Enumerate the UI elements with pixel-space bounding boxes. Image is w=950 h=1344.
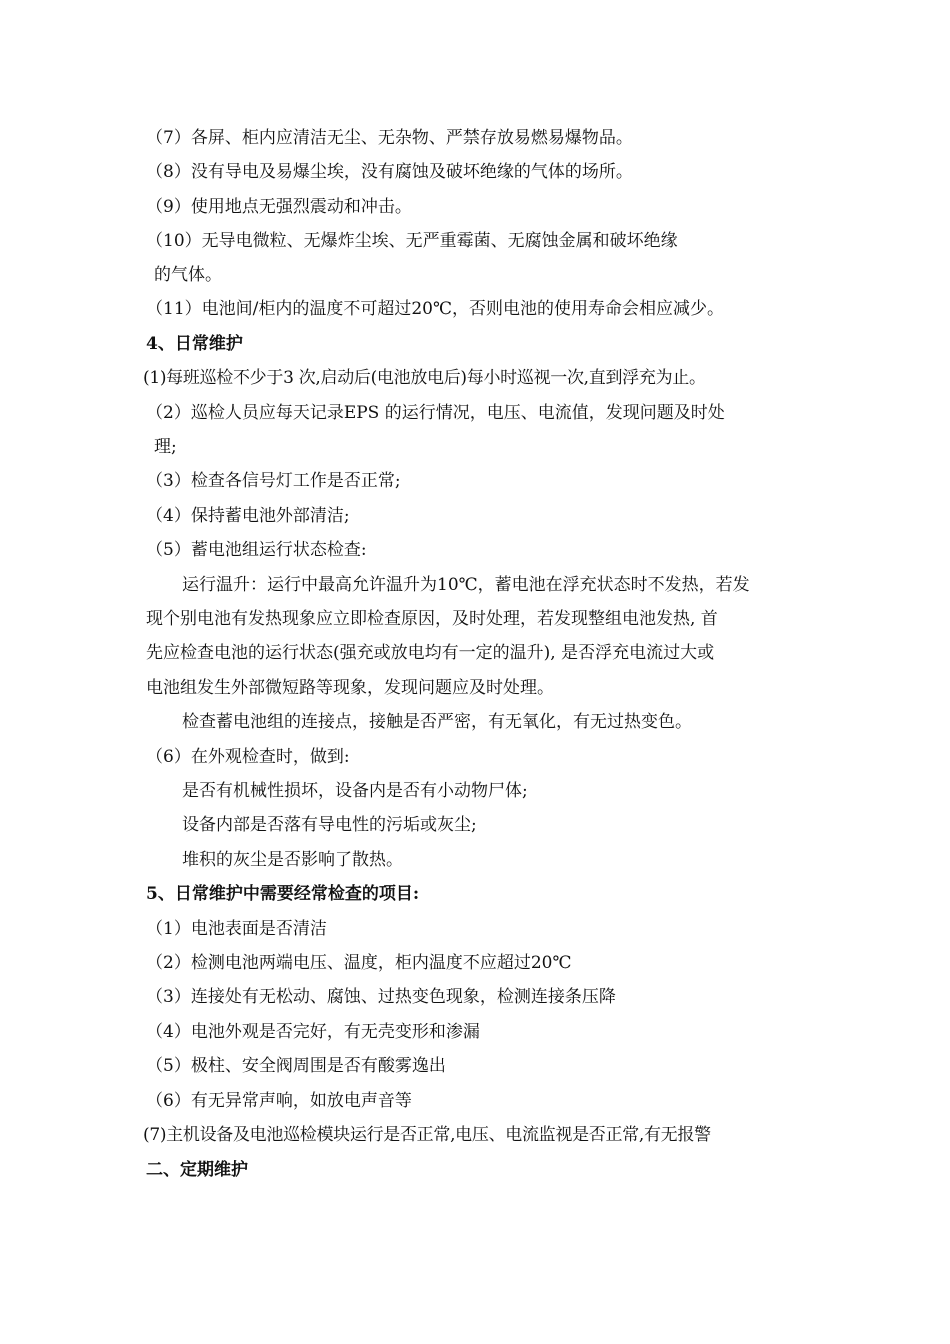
item-7-cleanliness: （7）各屏、柜内应清洁无尘、无杂物、严禁存放易燃易爆物品。 <box>146 128 633 148</box>
daily-item-4: （4）保持蓄电池外部清洁; <box>146 506 350 526</box>
temp-rise-paragraph-line-2: 现个别电池有发热现象应立即检查原因，及时处理，若发现整组电池发热, 首 <box>146 609 718 629</box>
visual-check-mechanical: 是否有机械性损坏，设备内是否有小动物尸体; <box>182 781 528 801</box>
daily-item-2: （2）巡检人员应每天记录EPS 的运行情况，电压、电流值，发现问题及时处 <box>146 403 725 423</box>
daily-item-3: （3）检查各信号灯工作是否正常; <box>146 471 401 491</box>
visual-check-heat: 堆积的灰尘是否影响了散热。 <box>182 850 403 870</box>
check-item-2: （2）检测电池两端电压、温度，柜内温度不应超过20℃ <box>146 953 572 973</box>
check-item-5: （5）极柱、安全阀周围是否有酸雾逸出 <box>146 1056 446 1076</box>
temp-rise-paragraph-line-1: 运行温升：运行中最高允许温升为10℃，蓄电池在浮充状态时不发热，若发 <box>182 575 750 595</box>
section-heading-daily-maintenance: 4、日常维护 <box>146 334 243 354</box>
daily-item-1: (1)每班巡检不少于3 次,启动后(电池放电后)每小时巡视一次,直到浮充为止。 <box>143 368 706 388</box>
item-9-no-vibration: （9）使用地点无强烈震动和冲击。 <box>146 197 412 217</box>
check-item-7: (7)主机设备及电池巡检模块运行是否正常,电压、电流监视是否正常,有无报警 <box>143 1125 711 1145</box>
item-10-continuation: 的气体。 <box>154 265 222 285</box>
check-item-3: （3）连接处有无松动、腐蚀、过热变色现象，检测连接条压降 <box>146 987 616 1007</box>
connection-check-line: 检查蓄电池组的连接点，接触是否严密，有无氧化，有无过热变色。 <box>182 712 692 732</box>
item-11-temperature: （11）电池间/柜内的温度不可超过20℃，否则电池的使用寿命会相应减少。 <box>146 299 725 319</box>
daily-item-6: （6）在外观检查时，做到: <box>146 747 350 767</box>
item-8-no-conductive-dust: （8）没有导电及易爆尘埃，没有腐蚀及破坏绝缘的气体的场所。 <box>146 162 633 182</box>
section-heading-periodic-maintenance: 二、定期维护 <box>146 1160 248 1180</box>
check-item-1: （1）电池表面是否清洁 <box>146 919 327 939</box>
daily-item-2-continuation: 理; <box>154 437 177 457</box>
daily-item-5: （5）蓄电池组运行状态检查: <box>146 540 367 560</box>
section-heading-check-items: 5、日常维护中需要经常检查的项目: <box>146 884 420 904</box>
temp-rise-paragraph-line-4: 电池组发生外部微短路等现象，发现问题应及时处理。 <box>146 678 554 698</box>
visual-check-dust: 设备内部是否落有导电性的污垢或灰尘; <box>182 815 477 835</box>
temp-rise-paragraph-line-3: 先应检查电池的运行状态(强充或放电均有一定的温升), 是否浮充电流过大或 <box>146 643 715 663</box>
check-item-4: （4）电池外观是否完好，有无壳变形和渗漏 <box>146 1022 480 1042</box>
check-item-6: （6）有无异常声响，如放电声音等 <box>146 1091 412 1111</box>
item-10-no-particles: （10）无导电微粒、无爆炸尘埃、无严重霉菌、无腐蚀金属和破坏绝缘 <box>146 231 678 251</box>
